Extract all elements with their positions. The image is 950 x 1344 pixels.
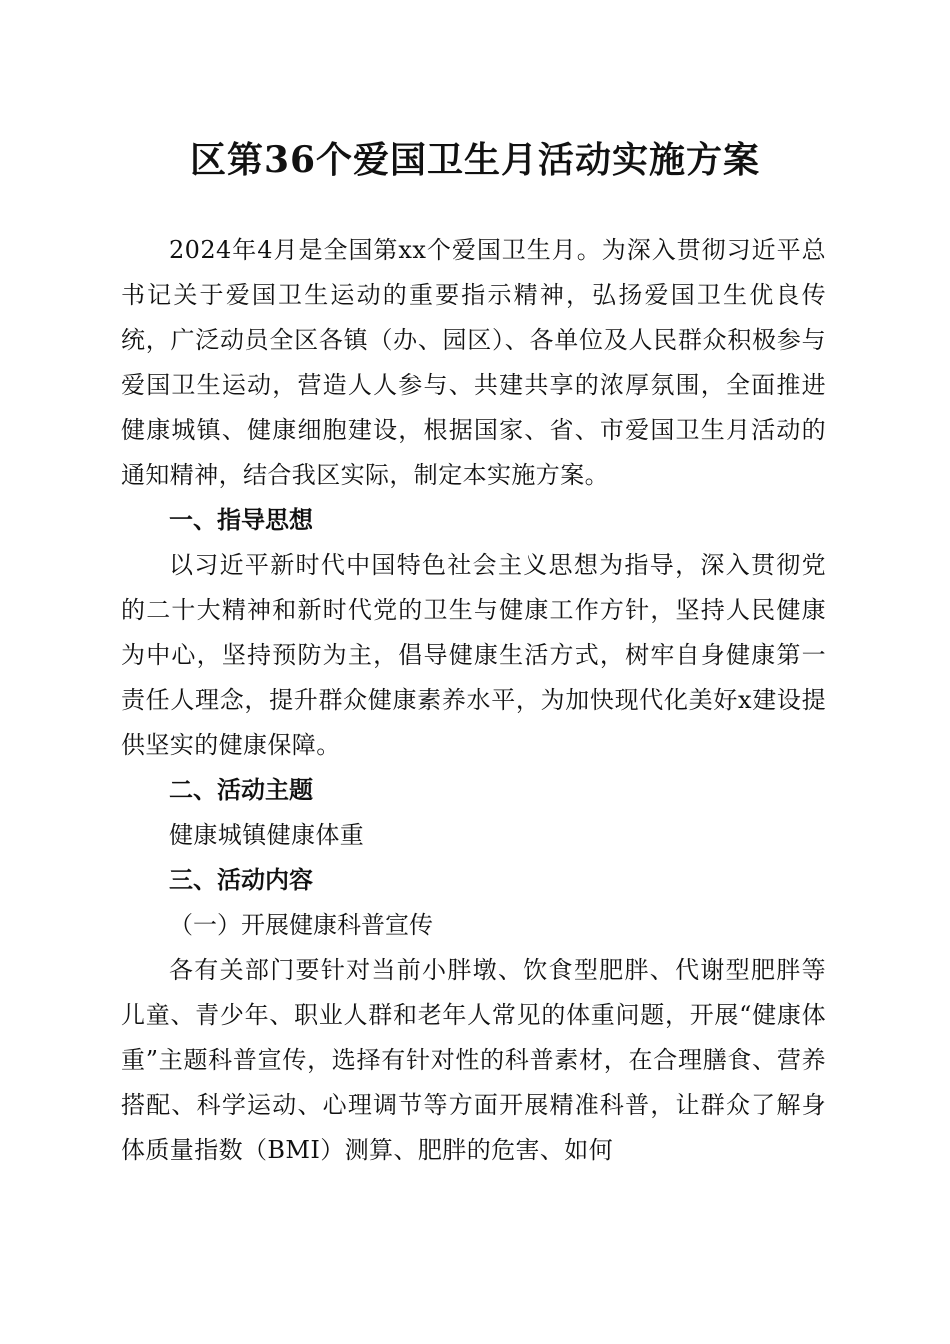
section-heading-guiding-ideology: 一、指导思想 [169, 506, 313, 534]
section-heading-activity-content: 三、活动内容 [169, 866, 313, 894]
document-title: 区第36个爱国卫生月活动实施方案 [189, 139, 761, 181]
health-publicity-paragraph: 各有关部门要针对当前小胖墩、饮食型肥胖、代谢型肥胖等儿童、青少年、职业人群和老年人常见的体重问题，开展“健康体重”主题科普宣传，选择有针对性的科普素材，在合理膳食、营养搭配、科学运动、心理调节等方面开展精准科普，让群众了解身体质量指数（BMI）测算、肥胖的危害、如何 [121, 956, 826, 1164]
guiding-ideology-paragraph: 以习近平新时代中国特色社会主义思想为指导，深入贯彻党的二十大精神和新时代党的卫生与健康工作方针，坚持人民健康为中心，坚持预防为主，倡导健康生活方式，树牢自身健康第一责任人理念，提升群众健康素养水平，为加快现代化美好x建设提供坚实的健康保障。 [121, 551, 826, 759]
document-body [121, 228, 826, 1173]
intro-paragraph: 2024年4月是全国第xx个爱国卫生月。为深入贯彻习近平总书记关于爱国卫生运动的重要指示精神，弘扬爱国卫生优良传统，广泛动员全区各镇（办、园区）、各单位及人民群众积极参与爱国卫生运动，营造人人参与、共建共享的浓厚氛围，全面推进健康城镇、健康细胞建设，根据国家、省、市爱国卫生月活动的通知精神，结合我区实际，制定本实施方案。 [121, 236, 826, 489]
section-heading-activity-theme: 二、活动主题 [169, 776, 313, 804]
activity-theme-paragraph: 健康城镇健康体重 [169, 821, 365, 849]
subsection-heading-health-publicity: （一）开展健康科普宣传 [169, 911, 433, 939]
